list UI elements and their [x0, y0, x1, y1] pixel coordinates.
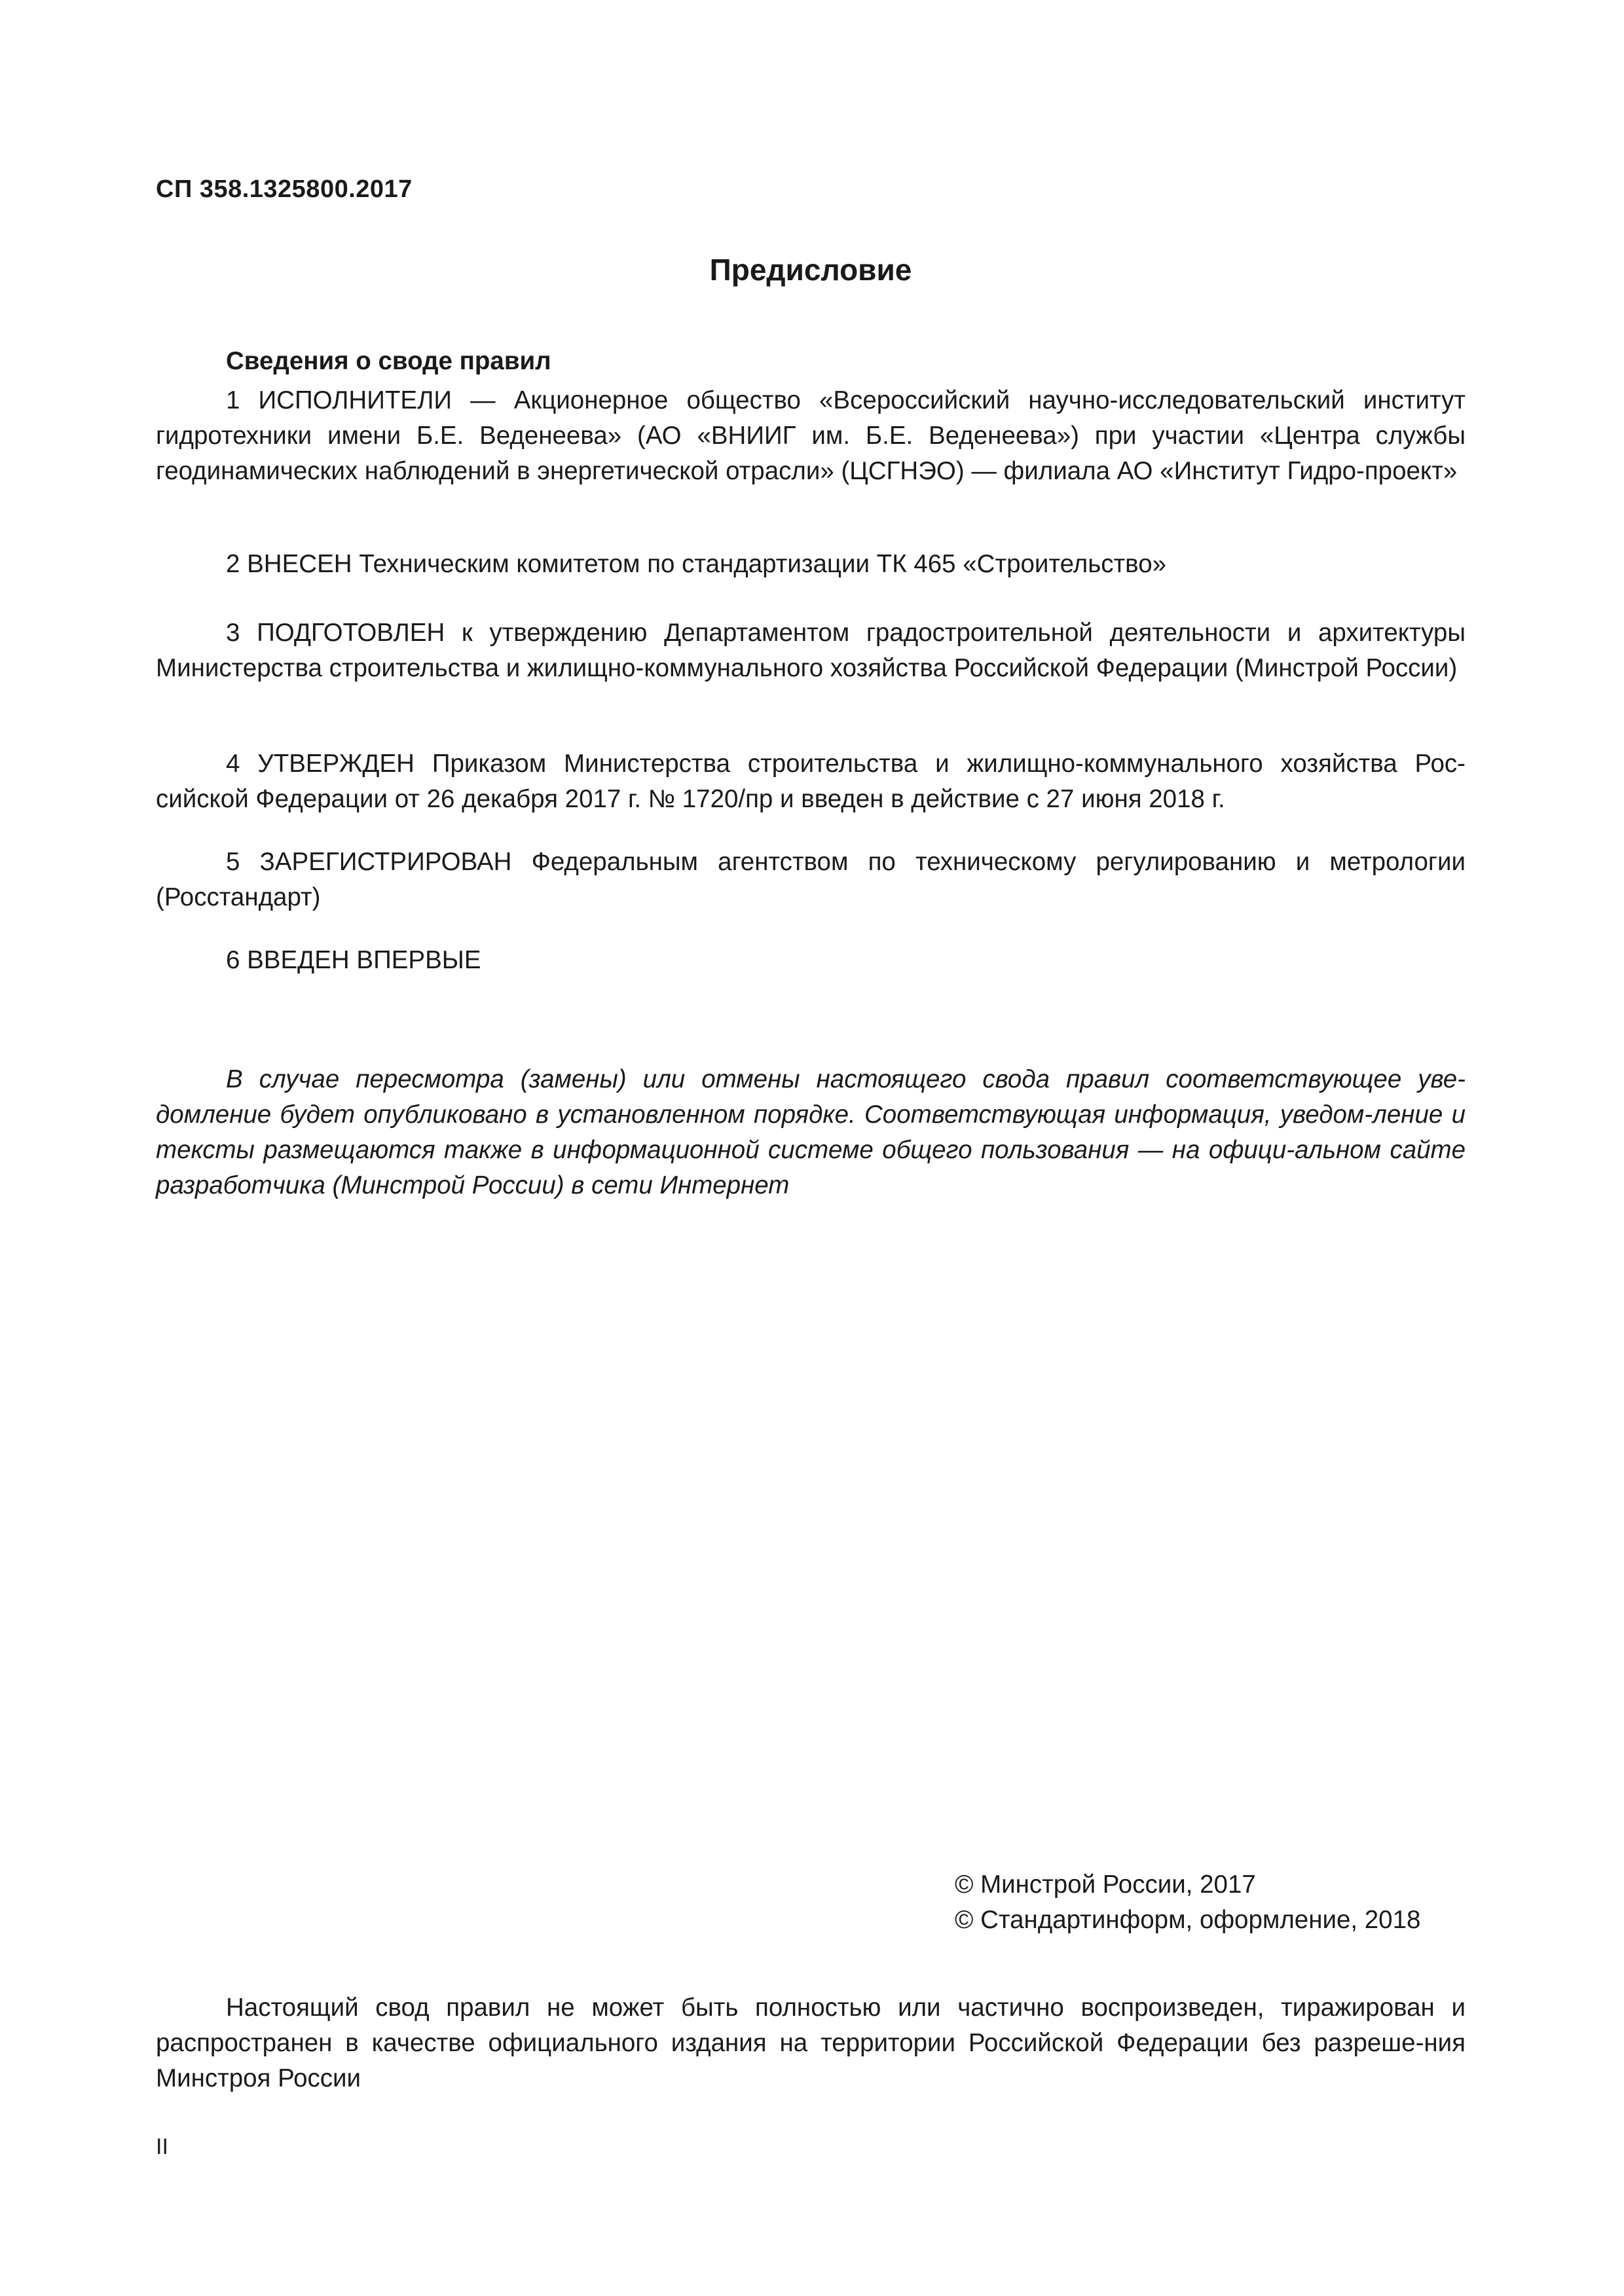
copyright-line-standartinform: © Стандартинформ, оформление, 2018 [955, 1906, 1421, 1934]
item-introduced: 2 ВНЕСЕН Техническим комитетом по стандартизации ТК 465 «Строительство» [226, 550, 1167, 578]
section-subheading: Сведения о своде правил [226, 347, 551, 375]
revision-notice: В случае пересмотра (замены) или отмены настоящего свода правил соответствующее уве-домление будет опубликовано в установленном порядке. Соответствующая информация, уведом-ление и тексты размещаются также в информационной системе общего пользования — на офици-альном сайте разработчика (Минстрой России) в сети Интернет [156, 1065, 1466, 1199]
item-prepared: 3 ПОДГОТОВЛЕН к утверждению Департаментом градостроительной деятельности и архитектуры Министерства строительства и жилищно-коммунального хозяйства Российской Федерации (Минстрой России) [156, 619, 1466, 682]
page-title: Предисловие [709, 253, 912, 287]
item-executors: 1 ИСПОЛНИТЕЛИ — Акционерное общество «Всероссийский научно-исследовательский институт гидротехники имени Б.Е. Веденеева» (АО «ВНИИГ им. Б.Е. Веденеева») при участии «Центра службы геодинамических наблюдений в энергетической отрасли» (ЦСГНЭО) — филиала АО «Институт Гидро-проект» [156, 386, 1466, 485]
page-number: II [156, 2134, 168, 2159]
item-registered: 5 ЗАРЕГИСТРИРОВАН Федеральным агентством по техническому регулированию и метрологии (Росстандарт) [156, 848, 1466, 911]
copyright-line-ministry: © Минстрой России, 2017 [955, 1870, 1256, 1899]
reproduction-notice: Настоящий свод правил не может быть полностью или частично воспроизведен, тиражирован и распространен в качестве официального издания на территории Российской Федерации без разреше-ния Минстроя России [156, 1994, 1466, 2092]
item-first-introduced: 6 ВВЕДЕН ВПЕРВЫЕ [226, 946, 481, 974]
item-approved: 4 УТВЕРЖДЕН Приказом Министерства строительства и жилищно-коммунального хозяйства Рос-сийской Федерации от 26 декабря 2017 г. № 1720/пр и введен в действие с 27 июня 2018 г. [156, 750, 1466, 813]
copyright-block [955, 1867, 1420, 1938]
document-code: СП 358.1325800.2017 [156, 175, 413, 203]
